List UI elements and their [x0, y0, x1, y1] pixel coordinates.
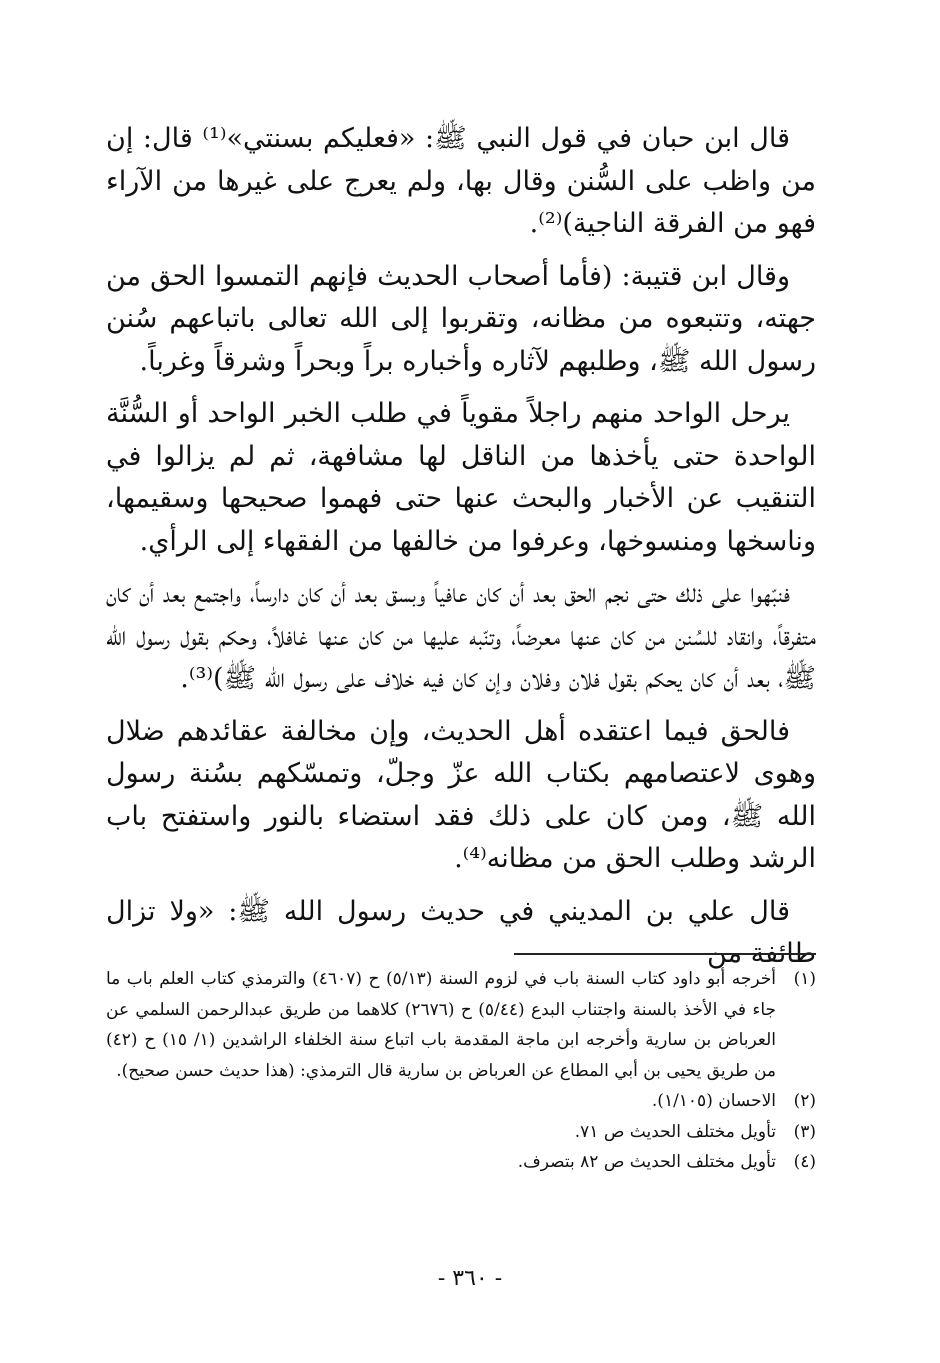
footnote-3 [106, 1117, 816, 1148]
footnote-number: (٢) [793, 1091, 816, 1111]
footnote-divider [514, 953, 816, 955]
footnote-2 [106, 1086, 816, 1117]
footnotes [106, 964, 816, 1178]
footnote-text: أخرجه أبو داود كتاب السنة باب في لزوم السنة (٥/١٣) ح (٤٦٠٧) والترمذي كتاب العلم باب ما جاء في الأخذ بالسنة واجتناب البدع (٥/٤٤) ح (٢٦٧٦) كلاهما من طريق عبدالرحمن السلمي عن العرباض بن سارية وأخرجه ابن ماجة المقدمة باب اتباع سنة الخلفاء الراشدين (١/ ١٥) ح (٤٢) من طريق يحيى بن أبي المطاع عن العرباض بن سارية قال الترمذي: (هذا حديث حسن صحيح). [106, 969, 777, 1081]
footnote-1 [106, 964, 816, 1086]
paragraph-1: قال ابن حبان في قول النبي ﷺ: «فعليكم بسنتي»⁽¹⁾ قال: إن من واظب على السُّنن وقال بها، ولم يعرج على غيرها من الآراء فهو من الفرقة الناجية)⁽²⁾. [106, 123, 816, 239]
paragraph-5: فالحق فيما اعتقده أهل الحديث، وإن مخالفة عقائدهم ضلال وهوى لاعتصامهم بكتاب الله عزّ وجلّ، وتمسّكهم بسُنة رسول الله ﷺ، ومن كان على ذلك فقد استضاء بالنور واستفتح باب الرشد وطلب الحق من مظانه⁽⁴⁾. [106, 715, 816, 874]
paragraph-3: يرحل الواحد منهم راجلاً مقوياً في طلب الخبر الواحد أو السُّنَّة الواحدة حتى يأخذها من الناقل لها مشافهة، ثم لم يزالوا في التنقيب عن الأخبار والبحث عنها حتى فهموا صحيحها وسقيمها، وناسخها ومنسوخها، وعرفوا من خالفها من الفقهاء إلى الرأي. [106, 398, 816, 557]
footnote-text: تأويل مختلف الحديث ص ٧١. [574, 1121, 776, 1142]
paragraph-6: قال علي بن المديني في حديث رسول الله ﷺ: «ولا تزال طائفة من [106, 895, 816, 969]
footnote-number: (٤) [793, 1152, 816, 1172]
footnote-4 [106, 1147, 816, 1178]
footnote-text: تأويل مختلف الحديث ص ٨٢ بتصرف. [517, 1152, 776, 1172]
paragraph-4: فنبّهوا على ذلك حتى نجم الحق بعد أن كان عافياً وبسق بعد أن كان دارساً، واجتمع بعد أن كان متفرقاً، وانقاد للسُنن من كان عنها معرضاً، وتنّبه عليها من كان عنها غافلاً، وحكم بقول رسول الله ﷺ، بعد أن كان يحكم بقول فلان وفلان وإن كان فيه خلاف على رسول الله ﷺ)⁽³⁾. [106, 578, 816, 694]
main-text [106, 118, 816, 986]
footnote-number: (١) [793, 969, 816, 989]
footnote-text: الاحسان (١/١٠٥). [651, 1091, 776, 1111]
footnote-number: (٣) [793, 1121, 816, 1142]
paragraph-2: وقال ابن قتيبة: (فأما أصحاب الحديث فإنهم التمسوا الحق من جهته، وتتبعوه من مظانه، وتقربوا إلى الله تعالى باتباعهم سُنن رسول الله ﷺ، وطلبهم لآثاره وأخباره براً وبحراً وشرقاً وغرباً. [106, 260, 816, 377]
page-number: - ٣٦٠ - [437, 1266, 503, 1291]
